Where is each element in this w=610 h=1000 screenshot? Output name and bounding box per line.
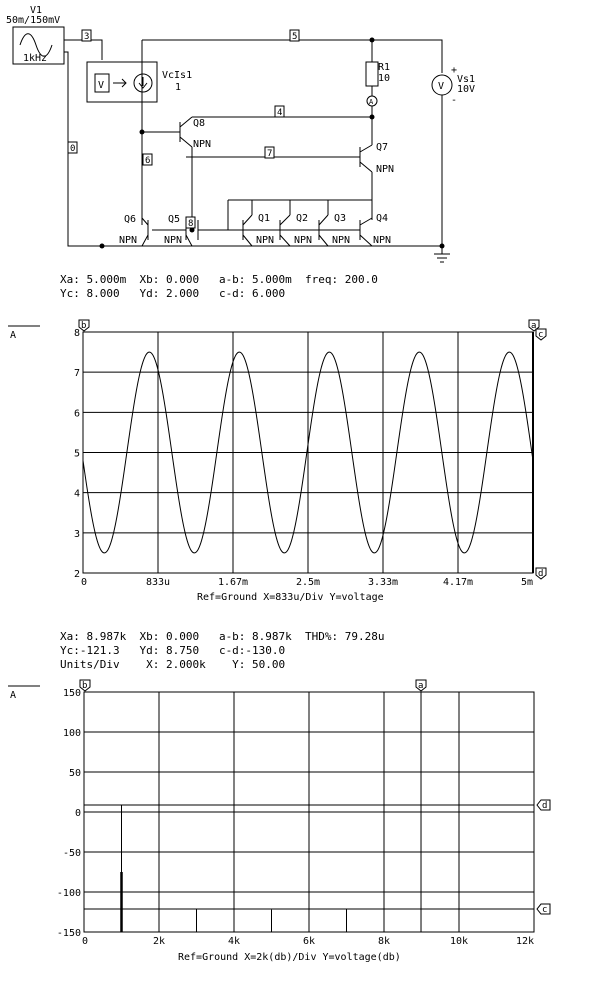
resistor-name: R1 <box>378 62 391 73</box>
q7-type: NPN <box>376 164 395 175</box>
spec-readout-line2: Yc:-121.3 Yd: 8.750 c-d:-130.0 <box>60 644 286 657</box>
q8-type: NPN <box>193 139 212 150</box>
cursor-b-tag <box>79 320 89 331</box>
y-tick-label: -100 <box>56 888 81 899</box>
node-5: 5 <box>292 32 298 42</box>
time-readout-line2: Yc: 8.000 Yd: 2.000 c-d: 6.000 <box>60 287 286 300</box>
ammeter-label: A <box>369 98 374 106</box>
ccs-gain: 1 <box>175 82 182 93</box>
node-8: 8 <box>188 219 194 229</box>
time-readout-line1: Xa: 5.000m Xb: 0.000 a-b: 5.000m freq: 200.0 <box>60 273 378 286</box>
cursor-c-tag <box>537 904 550 915</box>
q1-label: Q1 <box>258 213 271 224</box>
resistor-value: 10 <box>378 73 391 84</box>
q4-label: Q4 <box>376 213 389 224</box>
ccs-meter-label: V <box>98 80 105 91</box>
x-tick-label: 0 <box>81 577 88 588</box>
source-name: V1 <box>30 5 43 16</box>
supply-meter-label: V <box>438 81 445 92</box>
cursor-b-tag <box>80 680 90 691</box>
cursor-c-tag <box>536 329 546 340</box>
cursor-a-tag <box>416 680 426 691</box>
cursor-letter: c <box>542 905 548 916</box>
y-tick-label: -50 <box>62 848 81 859</box>
node-0: 0 <box>70 144 76 154</box>
x-tick-label: 4.17m <box>442 577 474 588</box>
q6-type: NPN <box>119 235 138 246</box>
y-tick-label: 7 <box>73 368 80 380</box>
y-tick-label: 4 <box>73 488 80 500</box>
y-tick-label: 8 <box>73 328 80 339</box>
cursor-letter: d <box>538 569 544 579</box>
x-tick-label: 8k <box>377 936 391 947</box>
y-tick-label: 6 <box>73 408 80 420</box>
ccs-name: VcIs1 <box>162 70 193 81</box>
node-7: 7 <box>267 149 273 159</box>
x-tick-label: 4k <box>227 936 241 947</box>
node-6: 6 <box>145 156 151 166</box>
y-tick-label: 50 <box>68 768 81 779</box>
cursor-letter: b <box>81 321 87 331</box>
cursor-d-tag <box>536 568 546 579</box>
y-tick-label: -150 <box>56 928 81 939</box>
x-tick-label: 10k <box>449 936 469 947</box>
spectrum-plot[interactable] <box>0 675 610 995</box>
time-trace-label: A <box>10 330 17 341</box>
x-tick-label: 1.67m <box>217 577 249 588</box>
q5-type: NPN <box>164 235 183 246</box>
y-tick-label: 3 <box>73 528 80 540</box>
cursor-d-tag <box>537 800 550 811</box>
supply-minus: - <box>451 95 458 106</box>
x-tick-label: 12k <box>515 936 534 947</box>
cursor-letter: a <box>418 681 424 691</box>
q5-label: Q5 <box>168 214 181 225</box>
x-tick-label: 0 <box>82 936 89 947</box>
y-tick-label: 100 <box>62 728 81 739</box>
x-tick-label: 5m <box>520 577 533 588</box>
q8-label: Q8 <box>193 118 206 129</box>
resistor-r1[interactable] <box>366 62 378 86</box>
y-tick-label: 5 <box>73 448 80 460</box>
source-value: 50m/150mV <box>6 15 61 26</box>
schematic <box>0 0 610 270</box>
x-tick-label: 2k <box>152 936 166 947</box>
node-4: 4 <box>277 108 283 118</box>
cursor-letter: a <box>531 321 537 331</box>
spec-readout-line1: Xa: 8.987k Xb: 0.000 a-b: 8.987k THD%: 79.28u <box>60 630 385 643</box>
y-tick-label: 2 <box>73 569 80 580</box>
q4-type: NPN <box>373 235 392 246</box>
spec-trace-label: A <box>10 690 17 701</box>
q2-label: Q2 <box>296 213 309 224</box>
q7-label: Q7 <box>376 142 389 153</box>
cursor-letter: b <box>82 681 88 691</box>
supply-plus: + <box>451 65 458 76</box>
x-tick-label: 6k <box>302 936 316 947</box>
y-tick-label: 0 <box>74 808 81 819</box>
q1-type: NPN <box>256 235 275 246</box>
x-tick-label: 3.33m <box>367 577 399 588</box>
x-tick-label: 2.5m <box>295 577 321 588</box>
q3-label: Q3 <box>334 213 347 224</box>
x-tick-label: 833u <box>145 577 171 588</box>
supply-name: Vs1 <box>457 74 476 85</box>
cursor-letter: c <box>538 330 544 340</box>
spec-readout-line3: Units/Div X: 2.000k Y: 50.00 <box>60 658 286 671</box>
time-footer: Ref=Ground X=833u/Div Y=voltage <box>197 592 384 603</box>
q6-label: Q6 <box>124 214 137 225</box>
spec-footer: Ref=Ground X=2k(db)/Div Y=voltage(db) <box>178 952 401 963</box>
ground-icon <box>434 254 450 262</box>
cursor-letter: d <box>542 801 548 811</box>
supply-value: 10V <box>457 84 476 95</box>
q3-type: NPN <box>332 235 351 246</box>
node-3: 3 <box>84 32 90 42</box>
q2-type: NPN <box>294 235 313 246</box>
y-tick-label: 150 <box>62 688 81 699</box>
source-freq: 1kHz <box>23 53 48 64</box>
time-domain-plot[interactable] <box>0 310 610 620</box>
